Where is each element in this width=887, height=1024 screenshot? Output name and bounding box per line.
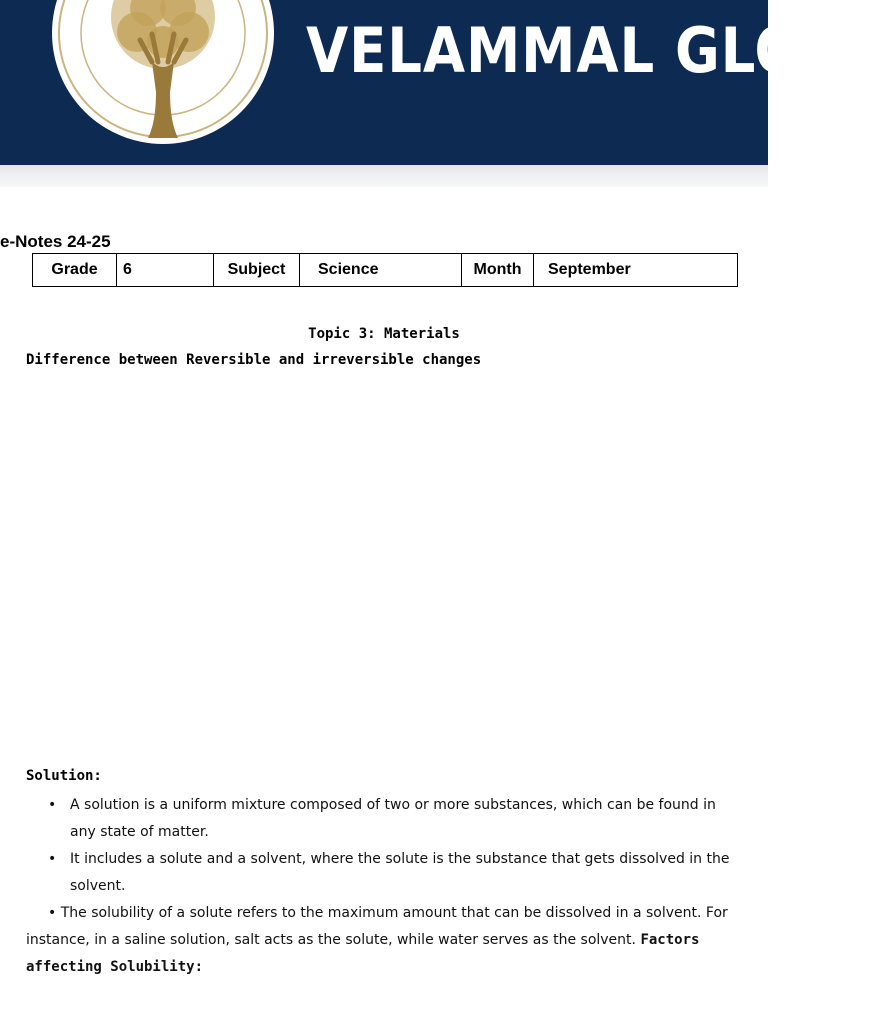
header-banner: [0, 0, 887, 165]
document-title: e-Notes 24-25: [0, 232, 111, 251]
bullet-text: The solubility of a solute refers to the maximum amount that can be dissolved in a solvent. For instance, in a saline solution, salt acts as the solute, while water serves as the solvent.: [26, 905, 728, 948]
bullet-icon: •: [48, 905, 57, 921]
subject-label: Subject: [214, 254, 300, 287]
banner-shadow: [0, 165, 768, 187]
solution-content: [26, 792, 736, 981]
bullet-icon: •: [48, 851, 57, 867]
tree-logo-icon: [52, 0, 274, 144]
info-table: [32, 253, 738, 287]
list-item: [26, 792, 736, 846]
school-name: VELAMMAL GLOBA: [306, 14, 887, 87]
month-label: Month: [462, 254, 534, 287]
list-item: [26, 900, 736, 981]
grade-value: 6: [117, 254, 214, 287]
solution-heading: Solution:: [26, 768, 102, 784]
month-value: September: [534, 254, 738, 287]
school-logo: [52, 0, 274, 144]
bullet-icon: •: [48, 797, 57, 813]
grade-label: Grade: [33, 254, 117, 287]
list-item: [26, 846, 736, 900]
subject-value: Science: [300, 254, 462, 287]
bullet-text: A solution is a uniform mixture composed of two or more substances, which can be found in any state of matter.: [70, 797, 716, 840]
subtopic-heading: Difference between Reversible and irreversible changes: [26, 352, 482, 368]
bullet-text: It includes a solute and a solvent, where the solute is the substance that gets dissolved in the solvent.: [70, 851, 730, 894]
topic-heading: Topic 3: Materials: [308, 326, 460, 342]
factors-heading: Factors affecting Solubility:: [26, 932, 700, 975]
